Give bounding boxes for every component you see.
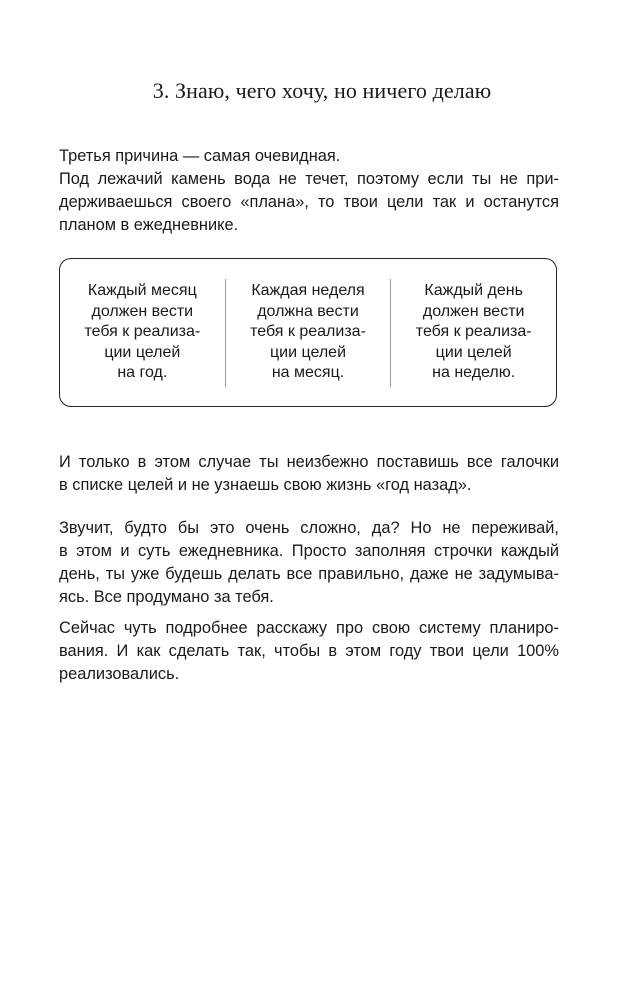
text-line: Третья причина — самая очевидная. <box>59 147 341 165</box>
callout-line: должен вести <box>91 302 194 320</box>
text-line: вания. И как сделать так, чтобы в этом году твои цели 100% <box>59 642 559 660</box>
callout-line: на неделю. <box>432 364 516 382</box>
callout-line: ции целей <box>270 343 347 361</box>
callout-line: тебя к реализа- <box>84 323 201 341</box>
text-line: держиваешься своего «плана», то твои цели так и останутся <box>59 193 559 211</box>
callout-line: ции целей <box>104 343 181 361</box>
body-paragraph <box>59 617 559 686</box>
callout-box <box>59 258 557 407</box>
callout-line: на месяц. <box>271 364 345 382</box>
callout-line: Каждый день <box>424 282 523 300</box>
text-line: реализовались. <box>59 665 180 683</box>
callout-line: должна вести <box>257 302 359 320</box>
callout-line: тебя к реализа- <box>415 323 532 341</box>
callout-line: ции целей <box>435 343 512 361</box>
callout-line: на год. <box>117 364 168 382</box>
text-line: планом в ежедневнике. <box>59 216 239 234</box>
callout-line: Каждая неделя <box>251 282 365 300</box>
text-line: в списке целей и не узнаешь свою жизнь «год назад». <box>59 476 472 494</box>
callout-line: тебя к реализа- <box>250 323 366 341</box>
text-line: Под лежачий камень вода не течет, поэтому если ты не при- <box>59 170 559 188</box>
text-line: И только в этом случае ты неизбежно поставишь все галочки <box>59 453 559 471</box>
text-line: Звучит, будто бы это очень сложно, да? Но не переживай, <box>59 519 559 537</box>
callout-line: должен вести <box>422 302 525 320</box>
callout-text <box>84 281 200 384</box>
text-line: в этом и суть ежедневника. Просто заполняя строчки каждый <box>59 542 559 560</box>
text-line: Сейчас чуть подробнее расскажу про свою систему планиро- <box>59 619 559 637</box>
body-paragraph <box>59 451 559 497</box>
callout-cell-week <box>226 279 391 387</box>
callout-line: Каждый месяц <box>87 282 197 300</box>
body-paragraph <box>59 517 559 609</box>
callout-text <box>250 281 366 384</box>
page-title: 3. Знаю, чего хочу, но ничего делаю <box>152 78 492 103</box>
callout-cell-month <box>60 279 225 387</box>
text-line: ясь. Все продумано за тебя. <box>59 588 274 606</box>
callout-text <box>416 281 532 384</box>
text-line: день, ты уже будешь делать все правильно, даже не задумыва- <box>59 565 559 583</box>
callout-cell-day <box>391 279 556 387</box>
intro-paragraph <box>59 145 559 237</box>
